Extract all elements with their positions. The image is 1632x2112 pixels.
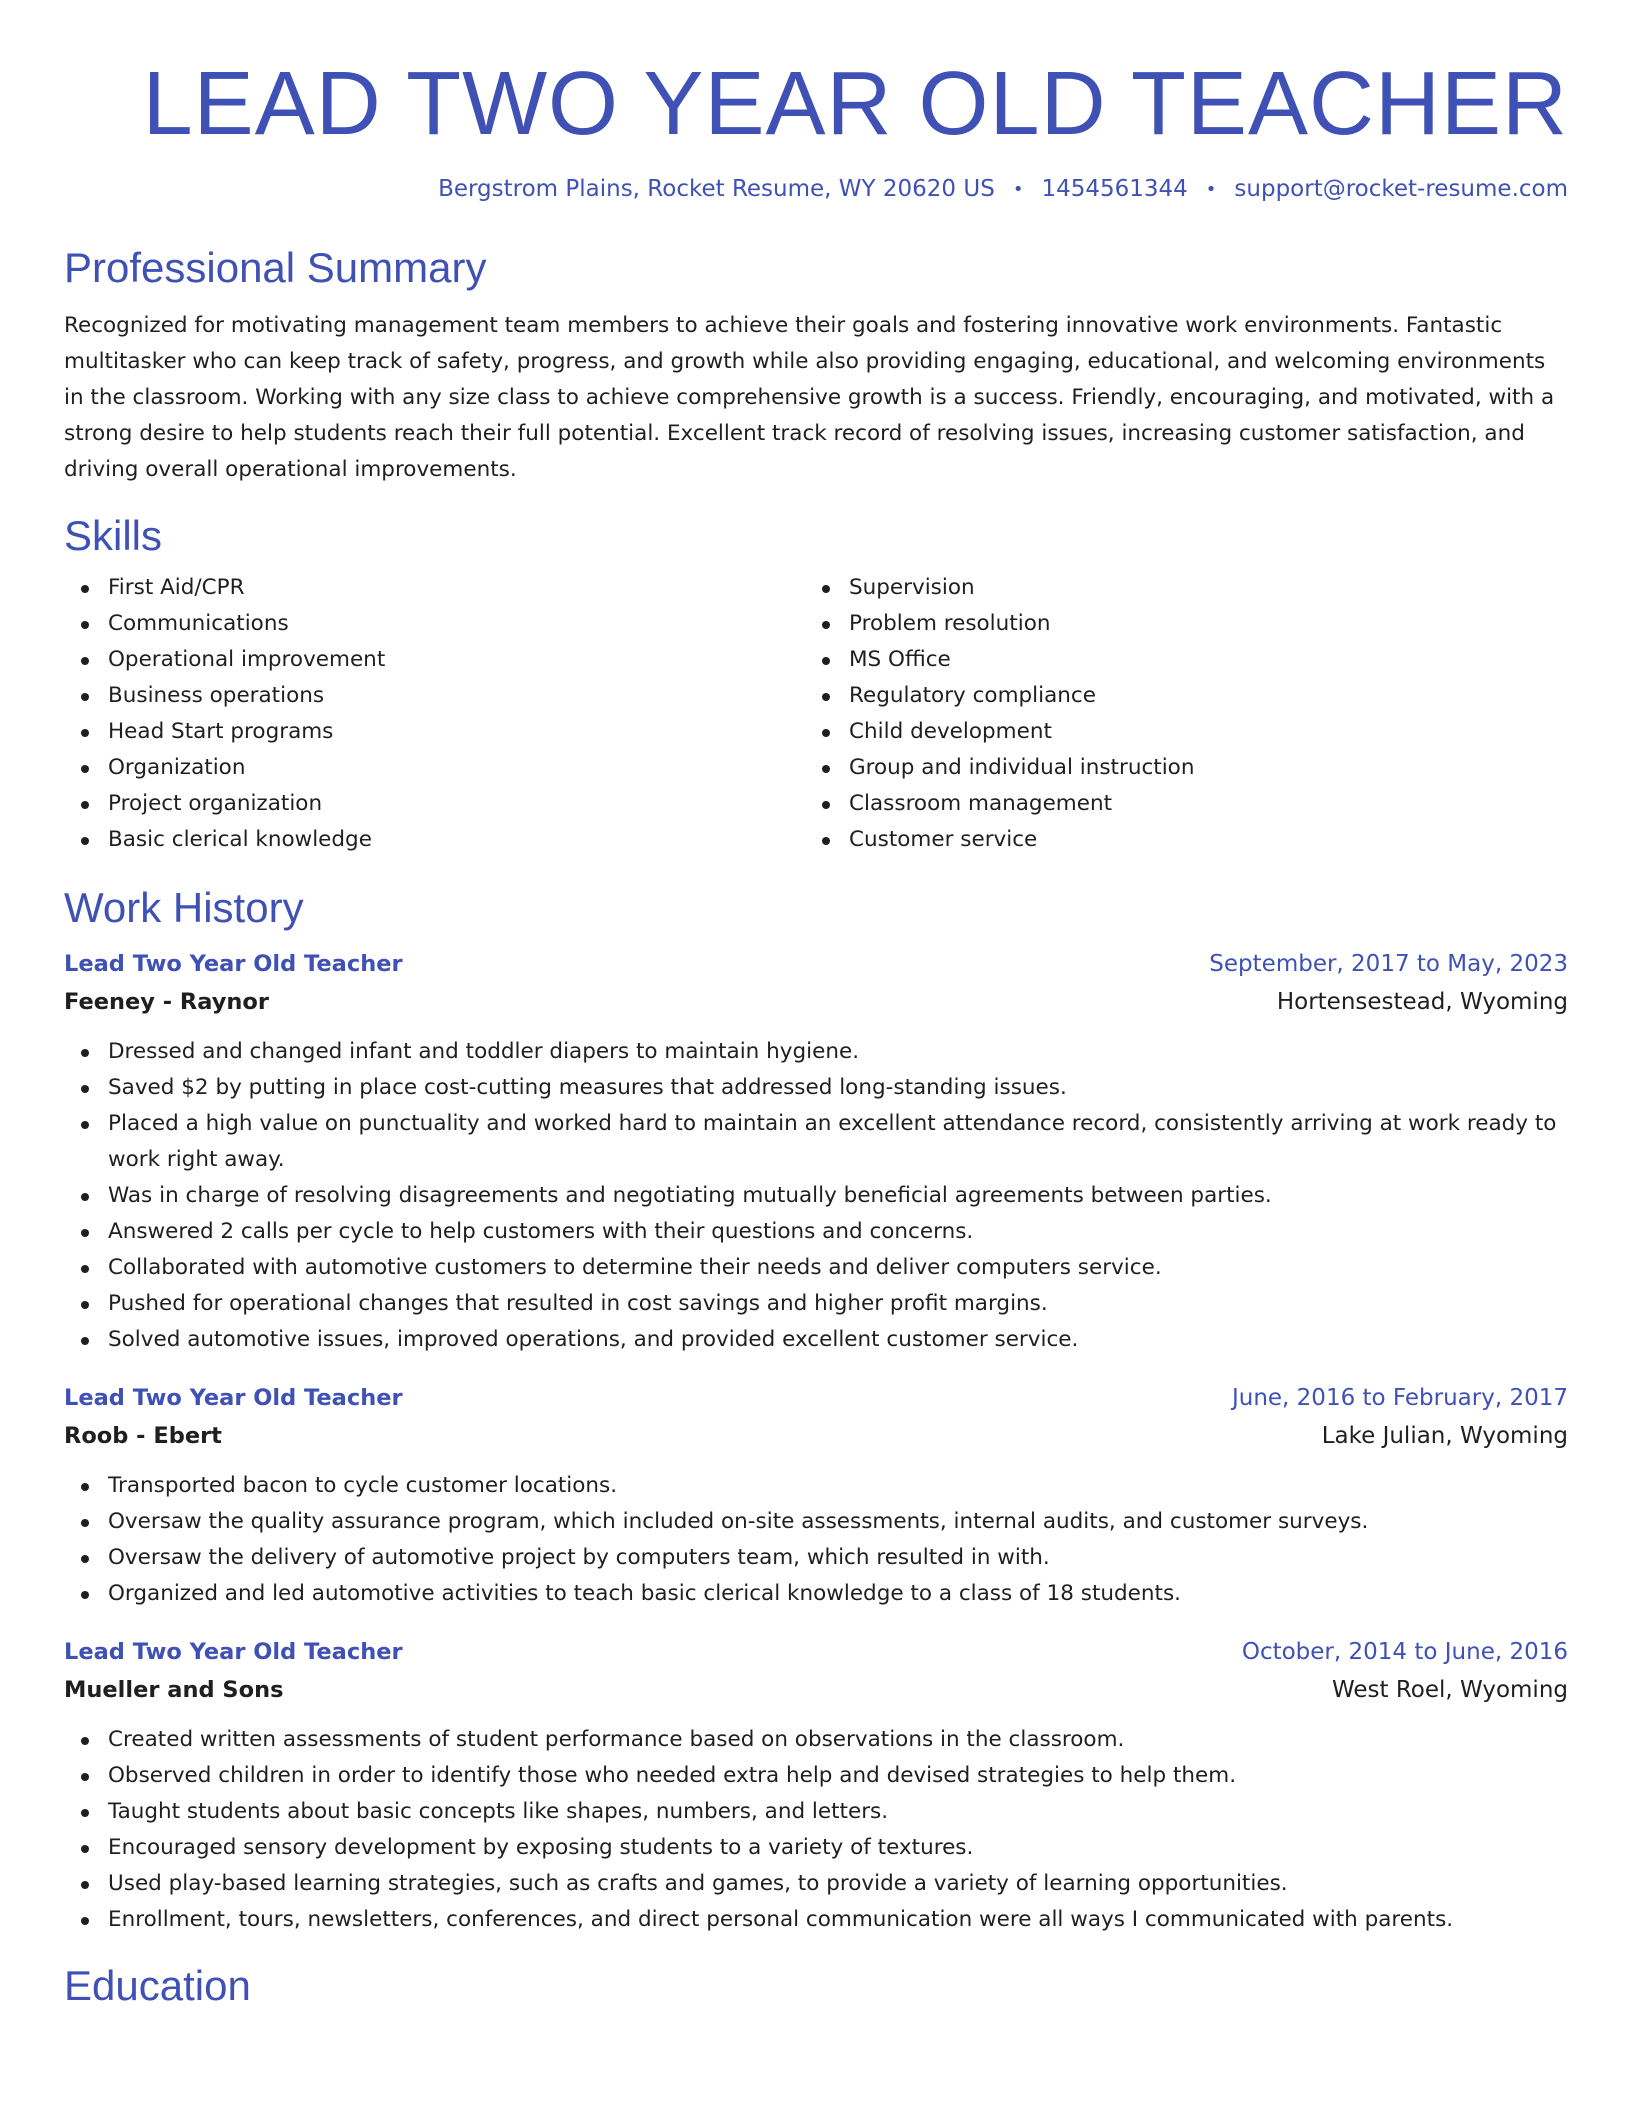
skill-item: Organization (64, 750, 805, 786)
skill-item: Basic clerical knowledge (64, 822, 805, 858)
job-company: Mueller and Sons (64, 1677, 284, 1703)
job-bullet: Placed a high value on punctuality and worked hard to maintain an excellent attendance record, consistently arriving at work ready to work right away. (64, 1106, 1568, 1178)
contact-email: support@rocket-resume.com (1234, 176, 1568, 202)
job-bullet: Answered 2 calls per cycle to help customers with their questions and concerns. (64, 1214, 1568, 1250)
skill-item: Customer service (805, 822, 1546, 858)
job-bullet: Enrollment, tours, newsletters, conferences, and direct personal communication were all ways I communicated with parents. (64, 1902, 1568, 1938)
job-bullet: Saved $2 by putting in place cost-cutting measures that addressed long-standing issues. (64, 1070, 1568, 1106)
job-bullets (64, 1034, 1568, 1358)
job-bullet: Used play-based learning strategies, such as crafts and games, to provide a variety of learning opportunities. (64, 1866, 1568, 1902)
job-bullet: Taught students about basic concepts like shapes, numbers, and letters. (64, 1794, 1568, 1830)
job-title: Lead Two Year Old Teacher (64, 951, 403, 977)
job-bullet: Encouraged sensory development by exposing students to a variety of textures. (64, 1830, 1568, 1866)
skill-item: Group and individual instruction (805, 750, 1546, 786)
skill-item: First Aid/CPR (64, 570, 805, 606)
skill-item: Operational improvement (64, 642, 805, 678)
contact-separator: • (1205, 178, 1217, 200)
job-bullets (64, 1468, 1568, 1612)
skill-item: MS Office (805, 642, 1546, 678)
job-bullet: Oversaw the quality assurance program, which included on-site assessments, internal audits, and customer surveys. (64, 1504, 1568, 1540)
education-heading: Education (64, 1962, 251, 2009)
job-location: West Roel, Wyoming (1331, 1677, 1568, 1703)
job-bullet: Oversaw the delivery of automotive project by computers team, which resulted in with. (64, 1540, 1568, 1576)
job-bullet: Pushed for operational changes that resulted in cost savings and higher profit margins. (64, 1286, 1568, 1322)
job-bullet: Organized and led automotive activities to teach basic clerical knowledge to a class of 18 students. (64, 1576, 1568, 1612)
summary-heading: Professional Summary (64, 244, 487, 291)
contact-address: Bergstrom Plains, Rocket Resume, WY 20620 US (438, 176, 995, 202)
skill-item: Communications (64, 606, 805, 642)
job-bullet: Solved automotive issues, improved operations, and provided excellent customer service. (64, 1322, 1568, 1358)
job-title: Lead Two Year Old Teacher (64, 1385, 403, 1411)
skill-item: Business operations (64, 678, 805, 714)
summary-text: Recognized for motivating management team members to achieve their goals and fostering innovative work environments. Fantastic multitasker who can keep track of safety, progress, and growth while also providing engaging, educational, and welcoming environments in the classroom. Working with any size class to achieve comprehensive growth is a success. Friendly, encouraging, and motivated, with a strong desire to help students reach their full potential. Excellent track record of resolving issues, increasing customer satisfaction, and driving overall operational improvements. (64, 313, 1555, 482)
job-company: Feeney - Raynor (64, 989, 269, 1015)
job-title: Lead Two Year Old Teacher (64, 1639, 403, 1665)
job-bullets (64, 1722, 1568, 1938)
skill-item: Project organization (64, 786, 805, 822)
resume-name: LEAD TWO YEAR OLD TEACHER (142, 54, 1568, 154)
job-bullet: Transported bacon to cycle customer locations. (64, 1468, 1568, 1504)
job-dates: October, 2014 to June, 2016 (1241, 1639, 1568, 1665)
skill-item: Regulatory compliance (805, 678, 1546, 714)
job-company: Roob - Ebert (64, 1423, 222, 1449)
job-dates: June, 2016 to February, 2017 (1231, 1385, 1568, 1411)
skill-item: Child development (805, 714, 1546, 750)
job-bullet: Collaborated with automotive customers to determine their needs and deliver computers service. (64, 1250, 1568, 1286)
skill-item: Head Start programs (64, 714, 805, 750)
job-location: Hortensestead, Wyoming (1276, 989, 1568, 1015)
skills-heading: Skills (64, 512, 163, 559)
job-entry (64, 1380, 1568, 1612)
job-bullet: Dressed and changed infant and toddler diapers to maintain hygiene. (64, 1034, 1568, 1070)
skills-column-left (64, 570, 805, 858)
contact-line (64, 176, 1568, 202)
job-entry (64, 1634, 1568, 1938)
job-bullet: Created written assessments of student performance based on observations in the classroom. (64, 1722, 1568, 1758)
job-entry (64, 946, 1568, 1358)
skills-list (64, 570, 1568, 858)
job-bullet: Observed children in order to identify those who needed extra help and devised strategies to help them. (64, 1758, 1568, 1794)
contact-phone: 1454561344 (1041, 176, 1188, 202)
skills-column-right (805, 570, 1546, 858)
contact-separator: • (1012, 178, 1024, 200)
job-bullet: Was in charge of resolving disagreements and negotiating mutually beneficial agreements between parties. (64, 1178, 1568, 1214)
job-dates: September, 2017 to May, 2023 (1209, 951, 1568, 977)
skill-item: Supervision (805, 570, 1546, 606)
skill-item: Classroom management (805, 786, 1546, 822)
work-history-heading: Work History (64, 884, 304, 931)
job-location: Lake Julian, Wyoming (1321, 1423, 1568, 1449)
skill-item: Problem resolution (805, 606, 1546, 642)
